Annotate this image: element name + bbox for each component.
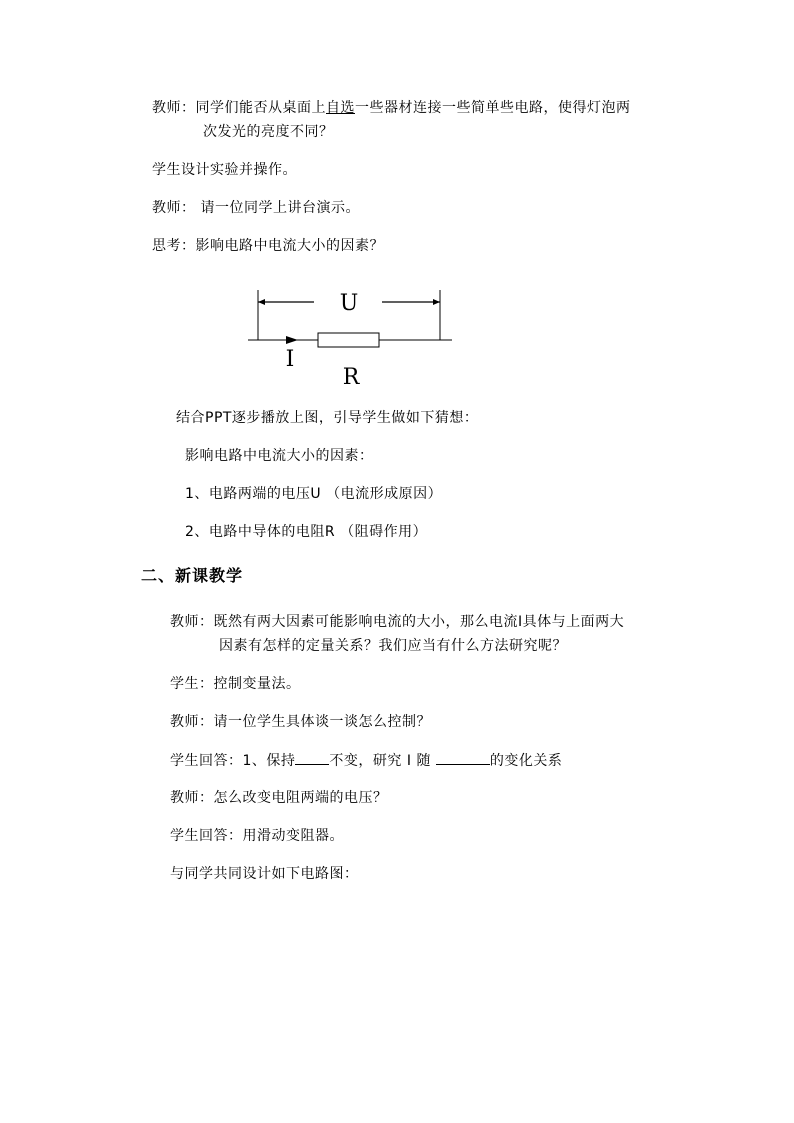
teacher-demo-text: 教师： 请一位同学上讲台演示。 [152, 200, 360, 216]
fill-blank-1 [295, 750, 329, 765]
guess-intro: 结合PPT逐步播放上图，引导学生做如下猜想： [176, 410, 479, 426]
current-label: I [285, 347, 295, 372]
guess-item-2: 2、电路中导体的电阻R （阻碍作用） [185, 524, 428, 540]
speaker-label: 教师： [152, 100, 196, 116]
answer-text-b: 不变，研究 I 随 [329, 753, 436, 769]
student-answer-3: 学生回答：用滑动变阻器。 [170, 828, 344, 844]
guess-title: 影响电路中电流大小的因素： [185, 448, 374, 464]
underlined-word: 自选 [326, 100, 355, 116]
circuit-diagram [240, 282, 460, 388]
resistor-symbol [318, 333, 379, 347]
teacher-question-line1: 教师：既然有两大因素可能影响电流的大小，那么电流I具体与上面两大 [170, 614, 625, 630]
closing-text: 与同学共同设计如下电路图： [170, 866, 359, 882]
answer-text-c: 的变化关系 [489, 753, 563, 769]
right-arrowhead-icon [433, 299, 440, 305]
current-arrow-icon [286, 336, 298, 344]
fill-blank-2 [436, 750, 490, 765]
teacher-question-3: 教师：怎么改变电阻两端的电压？ [170, 790, 388, 806]
voltage-label: U [339, 291, 359, 316]
student-answer-1: 学生：控制变量法。 [170, 676, 301, 692]
guess-item-1: 1、电路两端的电压U （电流形成原因） [185, 486, 443, 502]
answer-text-a: 学生回答：1、保持 [170, 753, 296, 769]
question-text-b: 一些器材连接一些简单些电路，使得灯泡两 [355, 100, 631, 116]
think-question: 思考：影响电路中电流大小的因素？ [152, 238, 384, 254]
left-arrowhead-icon [258, 299, 265, 305]
teacher-question-2: 教师：请一位学生具体谈一谈怎么控制？ [170, 714, 431, 730]
section-heading: 二、新课教学 [141, 566, 244, 585]
intro-question-line2: 次发光的亮度不同？ [203, 124, 334, 140]
intro-question-line1 [152, 98, 631, 118]
resistance-label: R [342, 365, 360, 388]
student-design-text: 学生设计实验并操作。 [152, 162, 297, 178]
student-answer-2 [170, 750, 562, 771]
question-text-a: 同学们能否从桌面上 [195, 100, 326, 116]
teacher-question-line2: 因素有怎样的定量关系？我们应当有什么方法研究呢？ [219, 638, 567, 654]
